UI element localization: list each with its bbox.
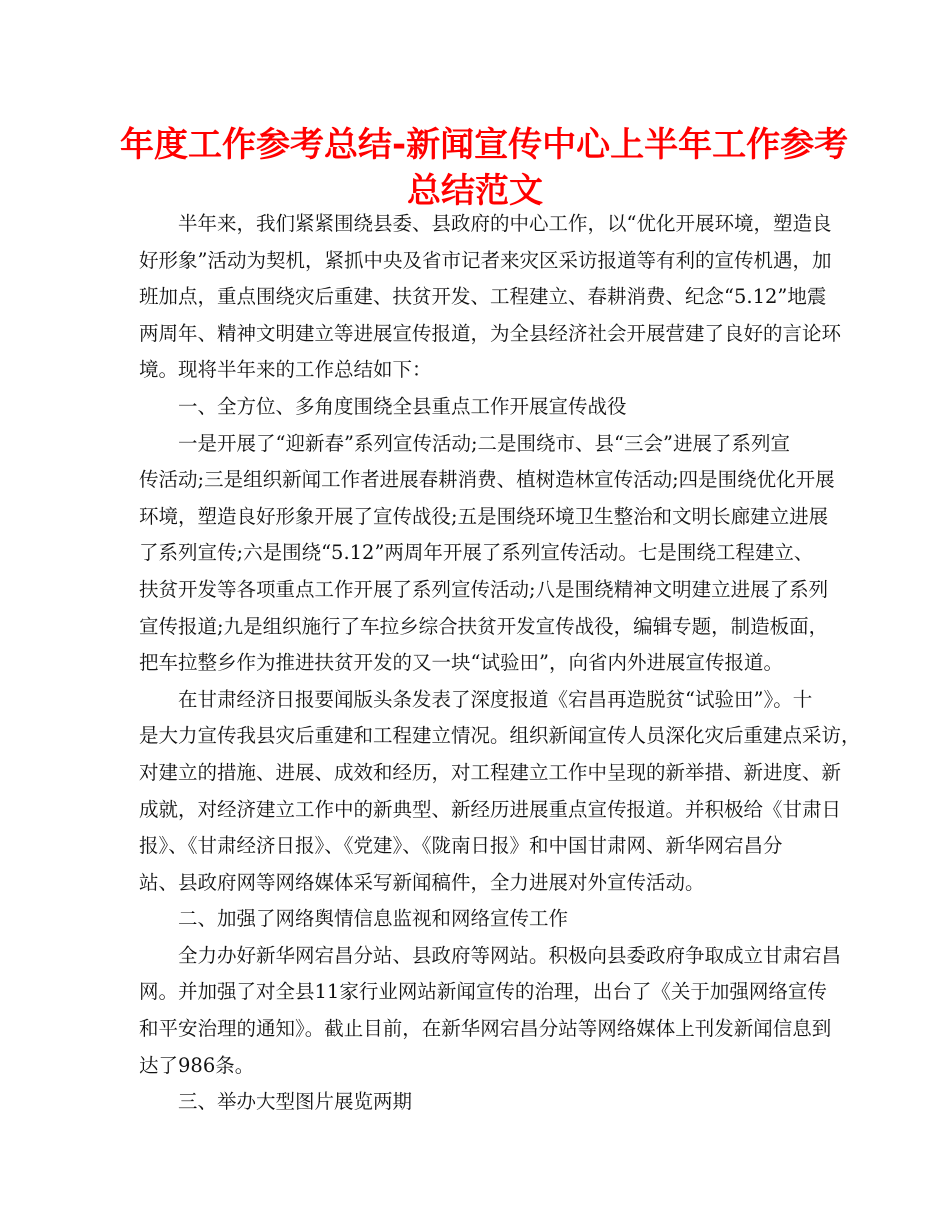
paragraph-2-line-6: 宣传报道;九是组织施行了车拉乡综合扶贫开发宣传战役，编辑专题，制造板面， <box>139 614 829 638</box>
paragraph-2-line-1: 一是开展了“迎新春”系列宣传活动;二是围绕市、县“三会”进展了系列宣 <box>178 431 790 455</box>
paragraph-3-line-2: 是大力宣传我县灾后重建和工程建立情况。组织新闻宣传人员深化灾后重建点采访， <box>139 724 861 748</box>
section-heading-1: 一、全方位、多角度围绕全县重点工作开展宣传战役 <box>178 394 627 418</box>
document-title-line-1: 年度工作参考总结-新闻宣传中心上半年工作参考 <box>120 125 849 165</box>
paragraph-4-line-3: 和平安治理的通知》。截止目前，在新华网宕昌分站等网络媒体上刊发新闻信息到 <box>139 1017 832 1041</box>
paragraph-2-line-4: 了系列宣传;六是围绕“5.12”两周年开展了系列宣传活动。七是围绕工程建立、 <box>139 541 814 565</box>
paragraph-2-line-7: 把车拉整乡作为推进扶贫开发的又一块“试验田”，向省内外进展宣传报道。 <box>139 651 783 675</box>
paragraph-3-line-3: 对建立的措施、进展、成效和经历，对工程建立工作中呈现的新举措、新进度、新 <box>139 760 842 784</box>
paragraph-1-line-2: 好形象”活动为契机，紧抓中央及省市记者来灾区采访报道等有利的宣传机遇，加 <box>139 248 832 272</box>
paragraph-1-line-4: 两周年、精神文明建立等进展宣传报道，为全县经济社会开展营建了良好的言论环 <box>139 321 842 345</box>
paragraph-2-line-3: 环境，塑造良好形象开展了宣传战役;五是围绕环境卫生整治和文明长廊建立进展 <box>139 504 829 528</box>
paragraph-3-line-4: 成就，对经济建立工作中的新典型、新经历进展重点宣传报道。并积极给《甘肃日 <box>139 797 842 821</box>
paragraph-3-line-1: 在甘肃经济日报要闻版头条发表了深度报道《宕昌再造脱贫“试验田”》。十 <box>178 687 813 711</box>
document-body <box>139 206 861 1121</box>
paragraph-3-line-6: 站、县政府网等网络媒体采写新闻稿件，全力进展对外宣传活动。 <box>139 870 705 894</box>
section-heading-3: 三、举办大型图片展览两期 <box>178 1090 413 1114</box>
paragraph-3-line-5: 报》、《甘肃经济日报》、《党建》、《陇南日报》和中国甘肃网、新华网宕昌分 <box>139 834 783 858</box>
paragraph-2-line-5: 扶贫开发等各项重点工作开展了系列宣传活动;八是围绕精神文明建立进展了系列 <box>139 577 829 601</box>
paragraph-1-line-3: 班加点，重点围绕灾后重建、扶贫开发、工程建立、春耕消费、纪念“5.12”地震 <box>139 285 827 309</box>
paragraph-1-line-5: 境。现将半年来的工作总结如下： <box>139 358 432 382</box>
section-heading-2: 二、加强了网络舆情信息监视和网络宣传工作 <box>178 907 569 931</box>
paragraph-4-line-1: 全力办好新华网宕昌分站、县政府等网站。积极向县委政府争取成立甘肃宕昌 <box>178 943 842 967</box>
paragraph-1-line-1: 半年来，我们紧紧围绕县委、县政府的中心工作，以“优化开展环境，塑造良 <box>178 212 832 235</box>
paragraph-4-line-2: 网。并加强了对全县11家行业网站新闻宣传的治理，出台了《关于加强网络宣传 <box>139 980 827 1004</box>
paragraph-2-line-2: 传活动;三是组织新闻工作者进展春耕消费、植树造林宣传活动;四是围绕优化开展 <box>139 468 835 492</box>
paragraph-4-line-4: 达了986条。 <box>139 1053 255 1077</box>
document-title-line-2: 总结范文 <box>407 171 543 211</box>
